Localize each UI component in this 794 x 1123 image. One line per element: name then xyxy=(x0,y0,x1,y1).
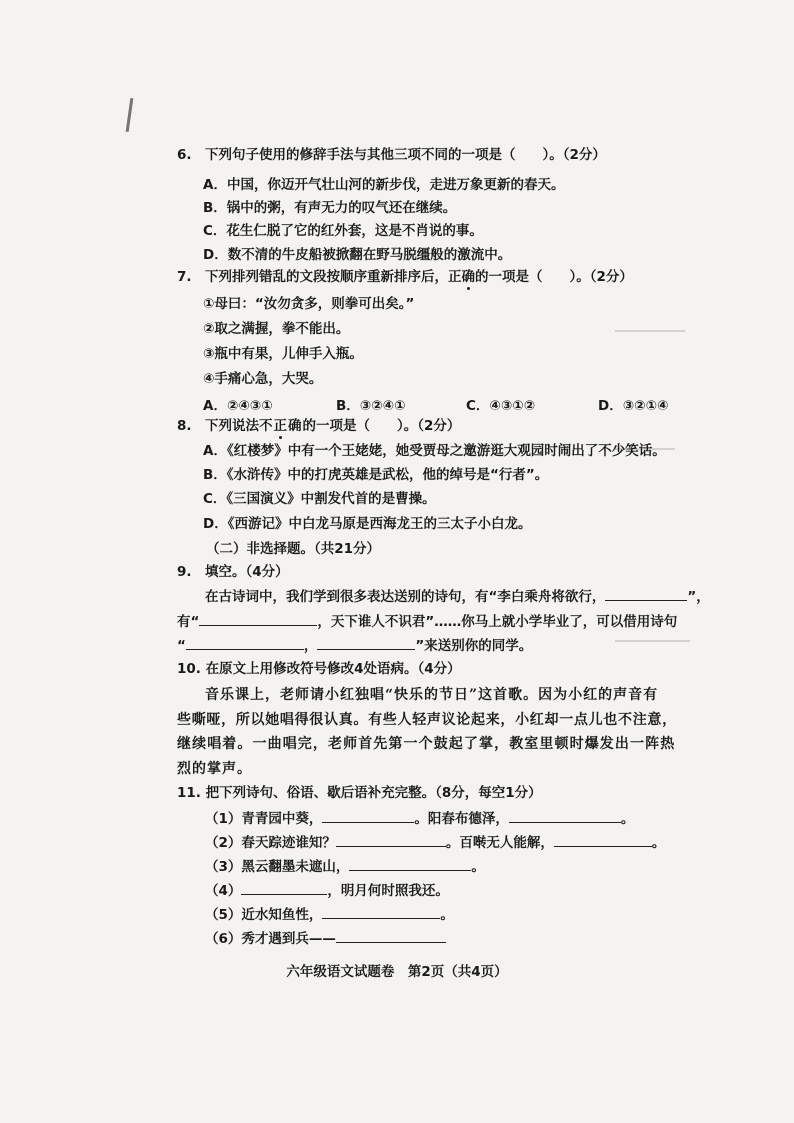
q8-option-b: B．《水浒传》中的打虎英雄是武松，他的绰号是“行者”。 xyxy=(203,467,549,483)
q10-passage-line-1: 音乐课上，老师请小红独唱“快乐的节日”这首歌。因为小红的声音有 xyxy=(205,687,659,703)
answer-blank[interactable] xyxy=(317,635,415,650)
q7-line-2: ②取之满握，拳不能出。 xyxy=(203,321,350,337)
q11-item-1 xyxy=(205,808,634,828)
q9-line-2 xyxy=(177,611,677,631)
q6-option-b: B．锅中的粥，有声无力的叹气还在继续。 xyxy=(203,200,457,216)
q11-text: 。 xyxy=(440,907,454,923)
q9-text: ，天下谁人不识君”……你马上就小学毕业了，可以借用诗句 xyxy=(317,614,678,630)
answer-blank[interactable] xyxy=(554,832,652,847)
q7-choice-a: A．②④③① xyxy=(203,398,273,414)
q8-stem-part: 8. 下列说法 xyxy=(177,418,260,434)
q6-option-a: A．中国，你迈开气壮山河的新步伐，走进万象更新的春天。 xyxy=(203,177,565,193)
q7-line-1: ①母曰：“汝勿贪多，则拳可出矣。” xyxy=(203,296,415,312)
q6-option-c: C．花生仁脱了它的红外套，这是不肖说的事。 xyxy=(203,223,483,239)
q11-text: 。 xyxy=(651,835,666,851)
q7-choice-c: C．④③①② xyxy=(466,398,536,414)
q11-text: 。阳春布德泽， xyxy=(414,811,509,827)
q6-stem: 6. 下列句子使用的修辞手法与其他三项不同的一项是（ ）。（2分） xyxy=(177,147,606,163)
answer-blank[interactable] xyxy=(336,832,446,847)
q8-emphasis: 不正确 xyxy=(259,418,303,434)
bleed-mark xyxy=(615,640,690,642)
q11-text: （4） xyxy=(205,883,242,899)
q11-text: 。 xyxy=(471,859,485,875)
q7-choice-d: D．③②①④ xyxy=(598,398,669,414)
q6-option-d: D．数不清的牛皮船被掀翻在野马脱缰般的激流中。 xyxy=(203,247,512,263)
section-heading: （二）非选择题。（共21分） xyxy=(206,541,381,557)
q7-stem xyxy=(177,268,633,286)
q11-item-3 xyxy=(205,856,485,876)
q11-text: （5）近水知鱼性， xyxy=(205,907,323,923)
q9-text: ”来送别你的同学。 xyxy=(415,638,533,654)
q9-line-3 xyxy=(177,635,532,655)
answer-blank[interactable] xyxy=(336,928,446,943)
page-footer: 六年级语文试题卷 第2页（共4页） xyxy=(286,964,508,980)
q7-line-4: ④手痛心急，大哭。 xyxy=(203,371,323,387)
q11-item-6 xyxy=(205,928,446,948)
q9-text: ”， xyxy=(687,589,710,605)
q9-text: ， xyxy=(303,638,318,654)
answer-blank[interactable] xyxy=(322,904,440,919)
q11-text: （3）黑云翻墨未遮山， xyxy=(205,859,350,875)
answer-blank[interactable] xyxy=(349,856,471,871)
q7-line-3: ③瓶中有果，儿伸手入瓶。 xyxy=(203,346,363,362)
answer-blank[interactable] xyxy=(605,586,687,601)
q7-choice-b: B．③②④① xyxy=(336,398,406,414)
q11-item-4 xyxy=(205,880,449,900)
q10-passage-line-3: 继续唱着。一曲唱完，老师首先第一个鼓起了掌，教室里顿时爆发出一阵热 xyxy=(177,736,676,752)
q8-stem-part: 的一项是（ ）。（2分） xyxy=(302,418,461,434)
q10-passage-line-4: 烈的掌声。 xyxy=(177,761,252,777)
q7-stem-part: 7. 下列排列错乱的文段按顺序重新排序后，正 xyxy=(177,269,462,285)
q11-text: ，明月何时照我还。 xyxy=(327,883,449,899)
bleed-mark xyxy=(615,330,685,332)
q8-stem xyxy=(177,417,460,435)
q9-text: “ xyxy=(177,638,186,654)
q9-title: 9. 填空。（4分） xyxy=(177,564,289,580)
q9-text: 在古诗词中，我们学到很多表达送别的诗句，有“李白乘舟将欲行， xyxy=(205,589,606,605)
answer-blank[interactable] xyxy=(509,808,621,823)
answer-blank[interactable] xyxy=(241,880,327,895)
q9-text: 有“ xyxy=(177,614,200,630)
q11-text: （2）春天踪迹谁知？ xyxy=(205,835,336,851)
q11-text: 。 xyxy=(620,811,635,827)
q8-option-c: C．《三国演义》中割发代首的是曹操。 xyxy=(203,491,436,507)
q9-line-1 xyxy=(205,586,710,606)
q11-text: 。百啭无人能解， xyxy=(445,835,554,851)
q11-text: （6）秀才遇到兵—— xyxy=(205,931,336,947)
answer-blank[interactable] xyxy=(186,635,304,650)
q7-stem-part: 的一项是（ ）。（2分） xyxy=(475,269,633,285)
answer-blank[interactable] xyxy=(322,808,414,823)
q7-emphasis: 确 xyxy=(461,269,476,285)
q11-item-2 xyxy=(205,832,665,852)
q10-title: 10. 在原文上用修改符号修改4处语病。（4分） xyxy=(177,661,461,677)
scan-mark xyxy=(126,98,134,132)
q11-text: （1）青青园中葵， xyxy=(205,811,323,827)
q11-item-5 xyxy=(205,904,454,924)
q8-option-d: D．《西游记》中白龙马原是西海龙王的三太子小白龙。 xyxy=(203,516,532,532)
q11-title: 11. 把下列诗句、俗语、歇后语补充完整。（8分，每空1分） xyxy=(177,785,542,801)
answer-blank[interactable] xyxy=(199,611,317,626)
q8-option-a: A．《红楼梦》中有一个王姥姥，她受贾母之邀游逛大观园时闹出了不少笑话。 xyxy=(203,443,666,459)
q10-passage-line-2: 些嘶哑，所以她唱得很认真。有些人轻声议论起来，小红却一点儿也不注意， xyxy=(177,712,677,728)
